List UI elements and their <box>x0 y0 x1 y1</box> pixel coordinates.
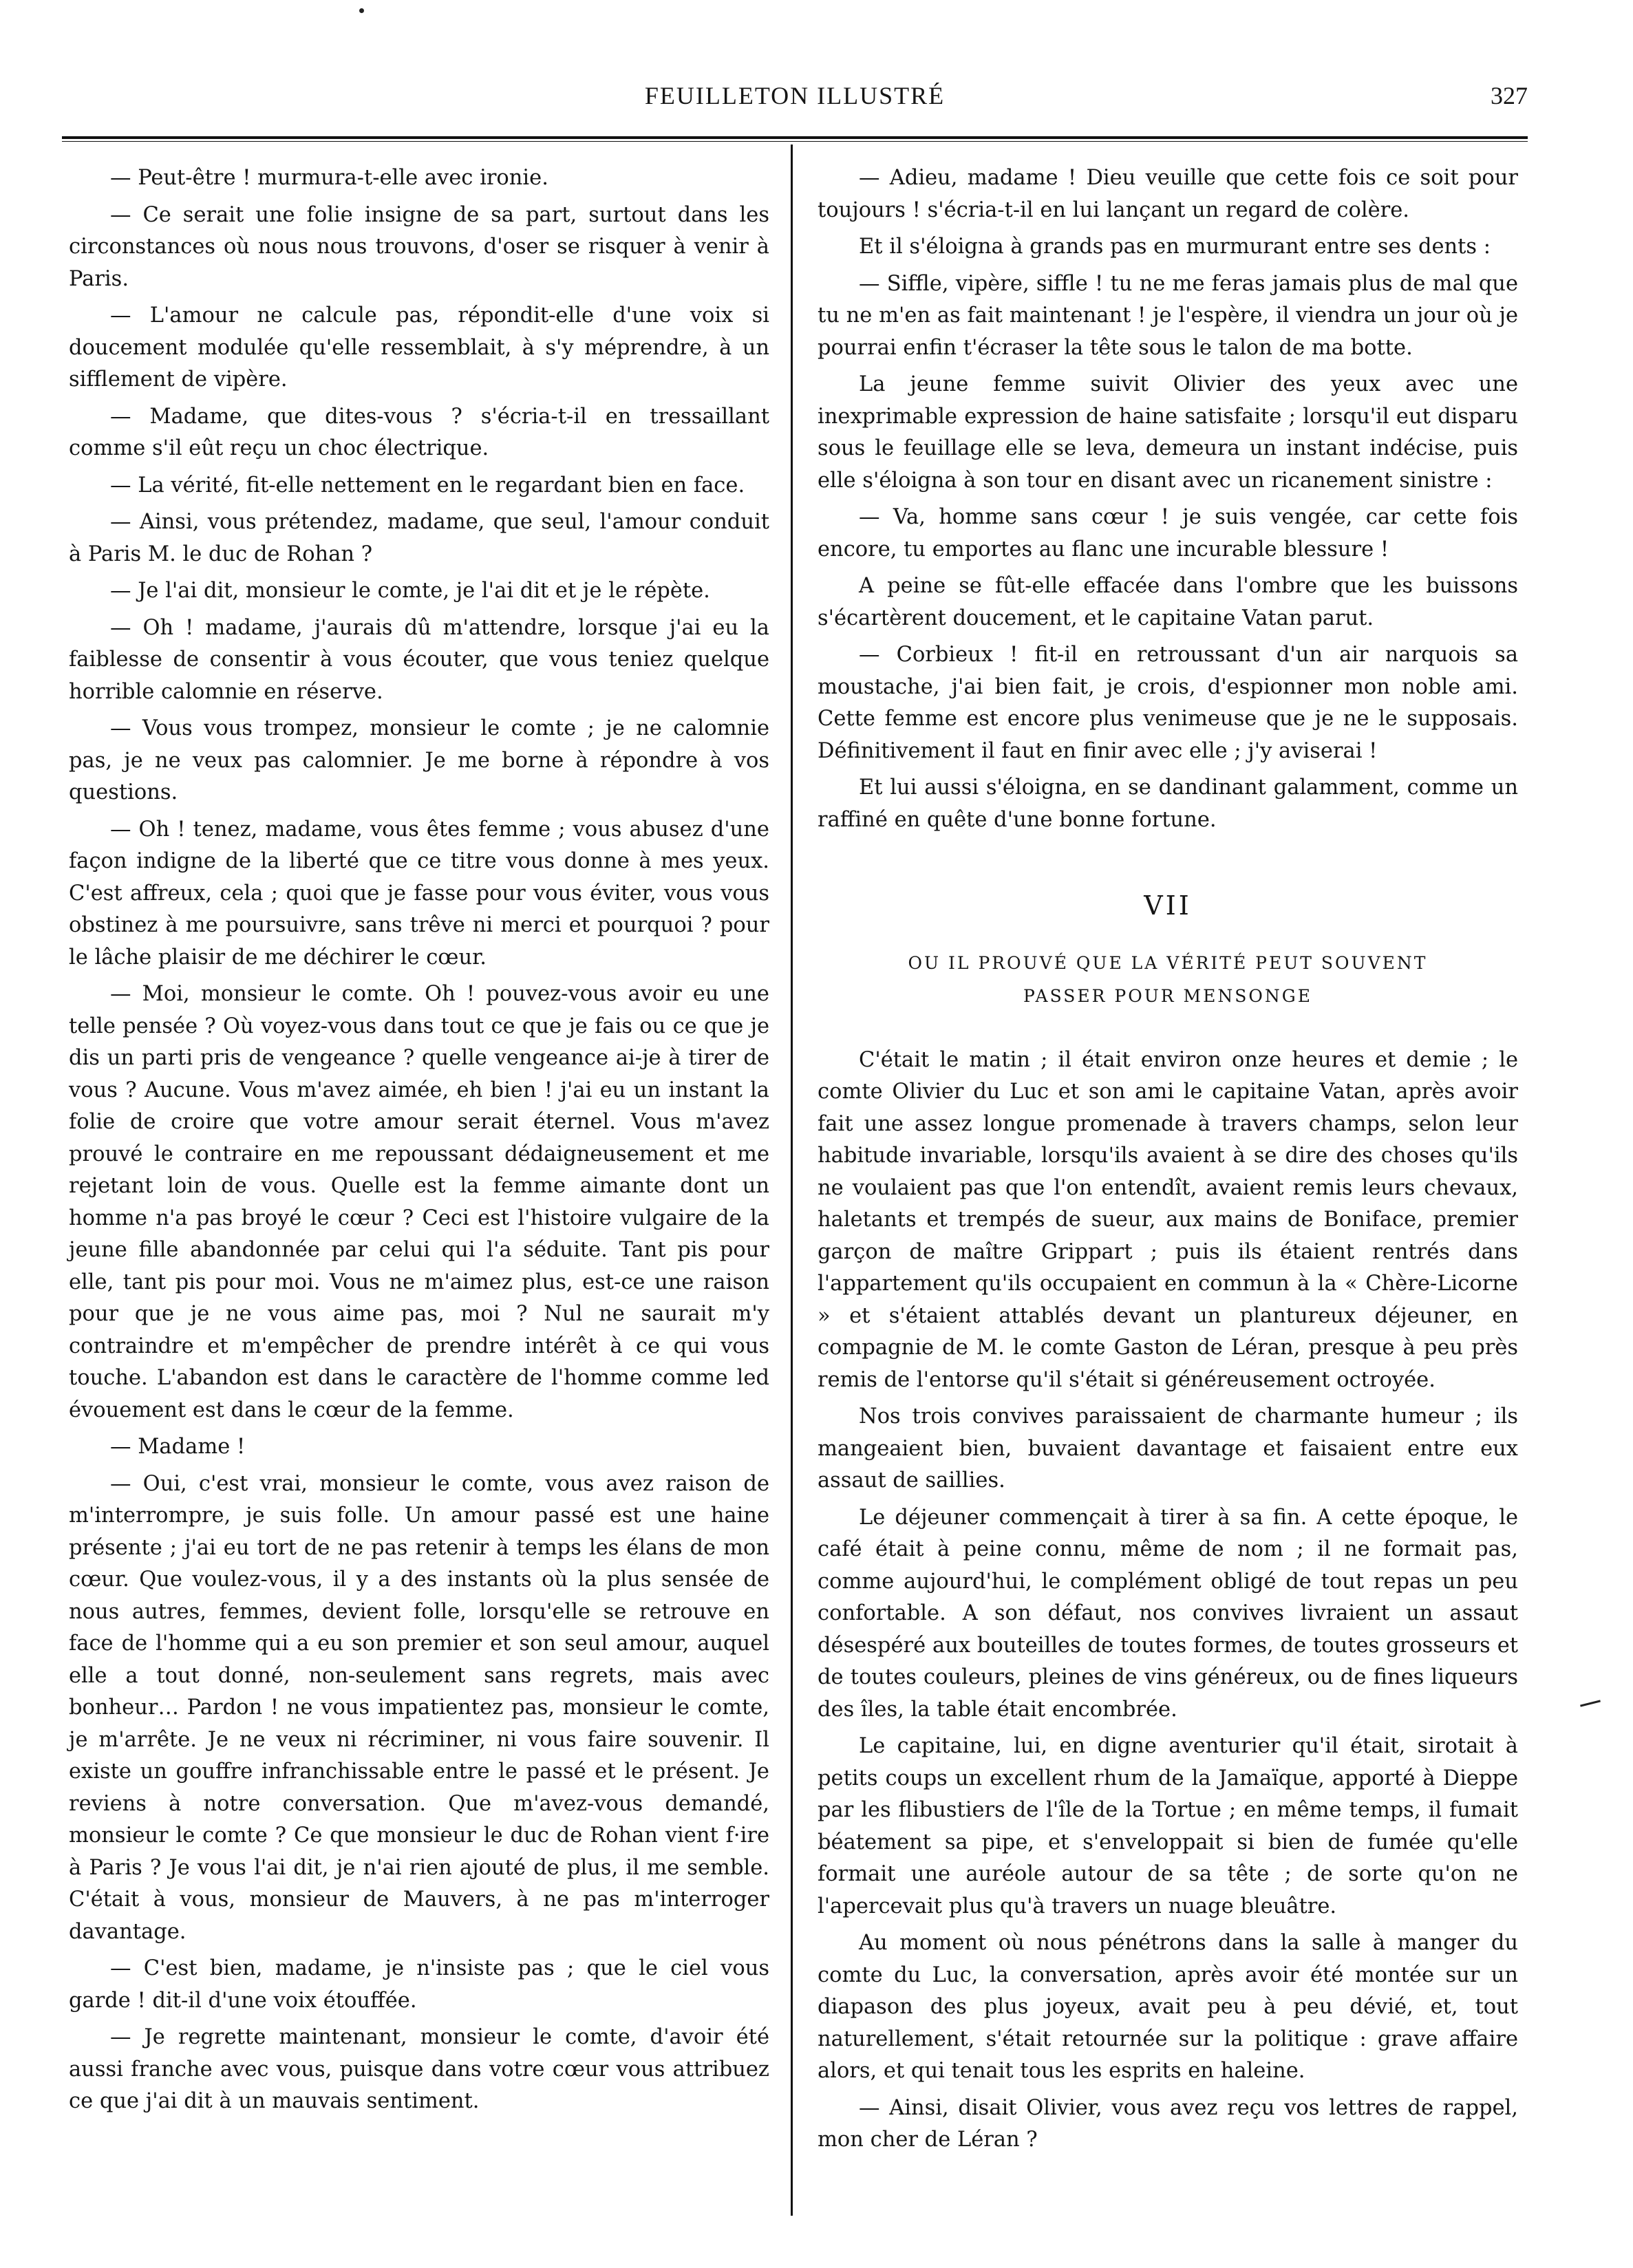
paragraph: Au moment où nous pénétrons dans la salle à manger du comte du Luc, la conversation, après avoir été montée sur un diapason des plus joyeux, avait peu à peu dévié, et, tout naturellement, s'était retournée sur la politique : grave affaire alors, et qui tenait tous les esprits en haleine. <box>818 1931 1518 2083</box>
margin-mark <box>1580 1700 1601 1707</box>
paragraph: — Ce serait une folie insigne de sa part, surtout dans les circonstances où nous nous trouvons, d'oser se risquer à venir à Paris. <box>69 202 769 291</box>
chapter-number: VII <box>1144 890 1192 921</box>
paragraph: — Madame, que dites-vous ? s'écria-t-il en tressaillant comme s'il eût reçu un choc électrique. <box>69 404 769 460</box>
paragraph: — Je regrette maintenant, monsieur le comte, d'avoir été aussi franche avec vous, puisque dans votre cœur vous attribuez ce que j'ai dit à un mauvais sentiment. <box>69 2025 769 2113</box>
left-column <box>69 162 769 2123</box>
paragraph: C'était le matin ; il était environ onze heures et demie ; le comte Olivier du Luc et son ami le capitaine Vatan, après avoir fait une assez longue promenade à travers champs, selon leur habitude invariable, lorsqu'ils avaient à se dire des choses qu'ils ne voulaient pas que l'on entendît, avaient remis leurs chevaux, haletants et trempés de sueur, aux mains de Boniface, premier garçon de maître Grippart ; puis ils étaient rentrés dans l'appartement qu'ils occupaient en commun à la « Chère-Licorne » et s'étaient attablés devant un plantureux déjeuner, en compagnie de M. le comte Gaston de Léran, presque à peu près remis de l'entorse qu'il s'était si généreusement octroyée. <box>818 1047 1518 1392</box>
paragraph: — Siffle, vipère, siffle ! tu ne me feras jamais plus de mal que tu ne m'en as fait maintenant ! je l'espère, il viendra un jour où je pourrai enfin t'écraser la tête sous le talon de ma botte. <box>818 271 1518 360</box>
paragraph: — Corbieux ! fit-il en retroussant d'un air narquois sa moustache, j'ai bien fait, je crois, d'espionner mon noble ami. Cette femme est encore plus venimeuse que je ne le supposais. Définitivement il faut en finir avec elle ; j'y aviserai ! <box>818 643 1518 763</box>
header-rule <box>62 136 1528 142</box>
paragraph: — C'est bien, madame, je n'insiste pas ; que le ciel vous garde ! dit-il d'une voix étouffée. <box>69 1956 769 2013</box>
paragraph: A peine se fût-elle effacée dans l'ombre que les buissons s'écartèrent doucement, et le capitaine Vatan parut. <box>818 574 1518 630</box>
ink-speck <box>359 8 364 13</box>
paragraph: Le déjeuner commençait à tirer à sa fin. A cette époque, le café était à peine connu, même de nom ; il ne formait pas, comme aujourd'hui, le complément obligé de tout repas un peu confortable. A son défaut, nos convives livraient un assaut désespéré aux bouteilles de toutes formes, de toutes grosseurs et de toutes couleurs, pleines de vins généreux, ou de fines liqueurs des îles, la table était encombrée. <box>818 1505 1518 1722</box>
paragraph: — Peut-être ! murmura-t-elle avec ironie. <box>110 166 548 190</box>
page-header <box>62 81 1528 122</box>
paragraph: — Va, homme sans cœur ! je suis vengée, car cette fois encore, tu emportes au flanc une incurable blessure ! <box>818 505 1518 561</box>
paragraph: — Madame ! <box>110 1435 246 1459</box>
right-column <box>818 162 1518 2161</box>
paragraph: — Vous vous trompez, monsieur le comte ; je ne calomnie pas, je ne veux pas calomnier. Je me borne à répondre à vos questions. <box>69 716 769 804</box>
page-number: 327 <box>1491 82 1528 109</box>
paragraph: Nos trois convives paraissaient de charmante humeur ; ils mangeaient bien, buvaient davantage et faisaient entre eux assaut de saillies. <box>818 1404 1518 1493</box>
paragraph: — Moi, monsieur le comte. Oh ! pouvez-vous avoir eu une telle pensée ? Où voyez-vous dans tout ce que je fais ou ce que je dis un parti pris de vengeance ? quelle vengeance ai-je à tirer de vous ? Aucune. Vous m'avez aimée, eh bien ! j'ai eu un instant la folie de croire que votre amour serait éternel. Vous m'avez prouvé le contraire en me repoussant dédaigneusement et me rejetant loin de vous. Quelle est la femme aimante dont un homme n'a pas broyé le cœur ? Ceci est l'histoire vulgaire de la jeune fille abandonnée par celui qui l'a séduite. Tant pis pour elle, tant pis pour moi. Vous ne m'aimez plus, est-ce une raison pour que je ne vous aime pas, moi ? Nul ne saurait m'y contraindre et m'empêcher de prendre intérêt à ce qui vous touche. L'abandon est dans le caractère de l'homme comme led évouement est dans le cœur de la femme. <box>69 982 769 1422</box>
running-title: FEUILLETON ILLUSTRÉ <box>644 82 946 109</box>
paragraph: — La vérité, fit-elle nettement en le regardant bien en face. <box>110 473 745 498</box>
column-divider <box>791 145 793 2216</box>
paragraph: Le capitaine, lui, en digne aventurier qu'il était, sirotait à petits coups un excellent rhum de la Jamaïque, apporté à Dieppe par les flibustiers de l'île de la Tortue ; en même temps, il fumait béatement sa pipe, et s'enveloppait si bien de fumée qu'elle formait une auréole autour de sa tête ; de sorte qu'on ne l'apercevait plus qu'à travers un nuage bleuâtre. <box>818 1734 1518 1918</box>
paragraph: — Oh ! tenez, madame, vous êtes femme ; vous abusez d'une façon indigne de la liberté que ce titre vous donne à mes yeux. C'est affreux, cela ; quoi que je fasse pour vous éviter, vous vous obstinez à me poursuivre, sans trêve ni merci et pourquoi ? pour le lâche plaisir de me déchirer le cœur. <box>69 817 769 970</box>
paragraph: — Adieu, madame ! Dieu veuille que cette fois ce soit pour toujours ! s'écria-t-il en lui lançant un regard de colère. <box>818 166 1518 222</box>
paragraph: — Oui, c'est vrai, monsieur le comte, vous avez raison de m'interrompre, je suis folle. Un amour passé est une haine présente ; j'ai eu tort de ne pas retenir à temps les élans de mon cœur. Que voulez-vous, il y a des instants où la plus sensée de nous autres, femmes, devient folle, lorsqu'elle se retrouve en face de l'homme qui a eu son premier et son seul amour, auquel elle a tout donné, non-seulement sans regrets, mais avec bonheur… Pardon ! ne vous impatientez pas, monsieur le comte, je m'arrête. Je ne veux ni récriminer, ni vous faire souvenir. Il existe un gouffre infranchissable entre le passé et le présent. Je reviens à notre conversation. Que m'avez-vous demandé, monsieur le comte ? Ce que monsieur le duc de Rohan vient f·ire à Paris ? Je vous l'ai dit, je n'ai rien ajouté de plus, il me semble. C'était à vous, monsieur de Mauvers, à ne pas m'interroger davantage. <box>69 1471 769 1944</box>
paragraph: Et il s'éloigna à grands pas en murmurant entre ses dents : <box>859 235 1491 259</box>
paragraph: La jeune femme suivit Olivier des yeux avec une inexprimable expression de haine satisfaite ; lorsqu'il eut disparu sous le feuillage elle se leva, demeura un instant indécise, puis elle s'éloigna à son tour en disant avec un ricanement sinistre : <box>818 372 1518 493</box>
paragraph: — Oh ! madame, j'aurais dû m'attendre, lorsque j'ai eu la faiblesse de consentir à vous écouter, que vous teniez quelque horrible calomnie en réserve. <box>69 615 769 704</box>
paragraph: — Je l'ai dit, monsieur le comte, je l'ai dit et je le répète. <box>110 579 710 603</box>
paragraph: Et lui aussi s'éloigna, en se dandinant galamment, comme un raffiné en quête d'une bonne fortune. <box>818 775 1518 832</box>
paragraph: — Ainsi, disait Olivier, vous avez reçu vos lettres de rappel, mon cher de Léran ? <box>818 2095 1518 2152</box>
paragraph: — L'amour ne calcule pas, répondit-elle d'une voix si doucement modulée qu'elle ressemblait, à s'y méprendre, à un sifflement de vipère. <box>69 303 769 392</box>
chapter-title: OU IL PROUVÉ QUE LA VÉRITÉ PEUT SOUVENT PASSER POUR MENSONGE <box>908 952 1428 1006</box>
paragraph: — Ainsi, vous prétendez, madame, que seul, l'amour conduit à Paris M. le duc de Rohan ? <box>69 510 769 566</box>
